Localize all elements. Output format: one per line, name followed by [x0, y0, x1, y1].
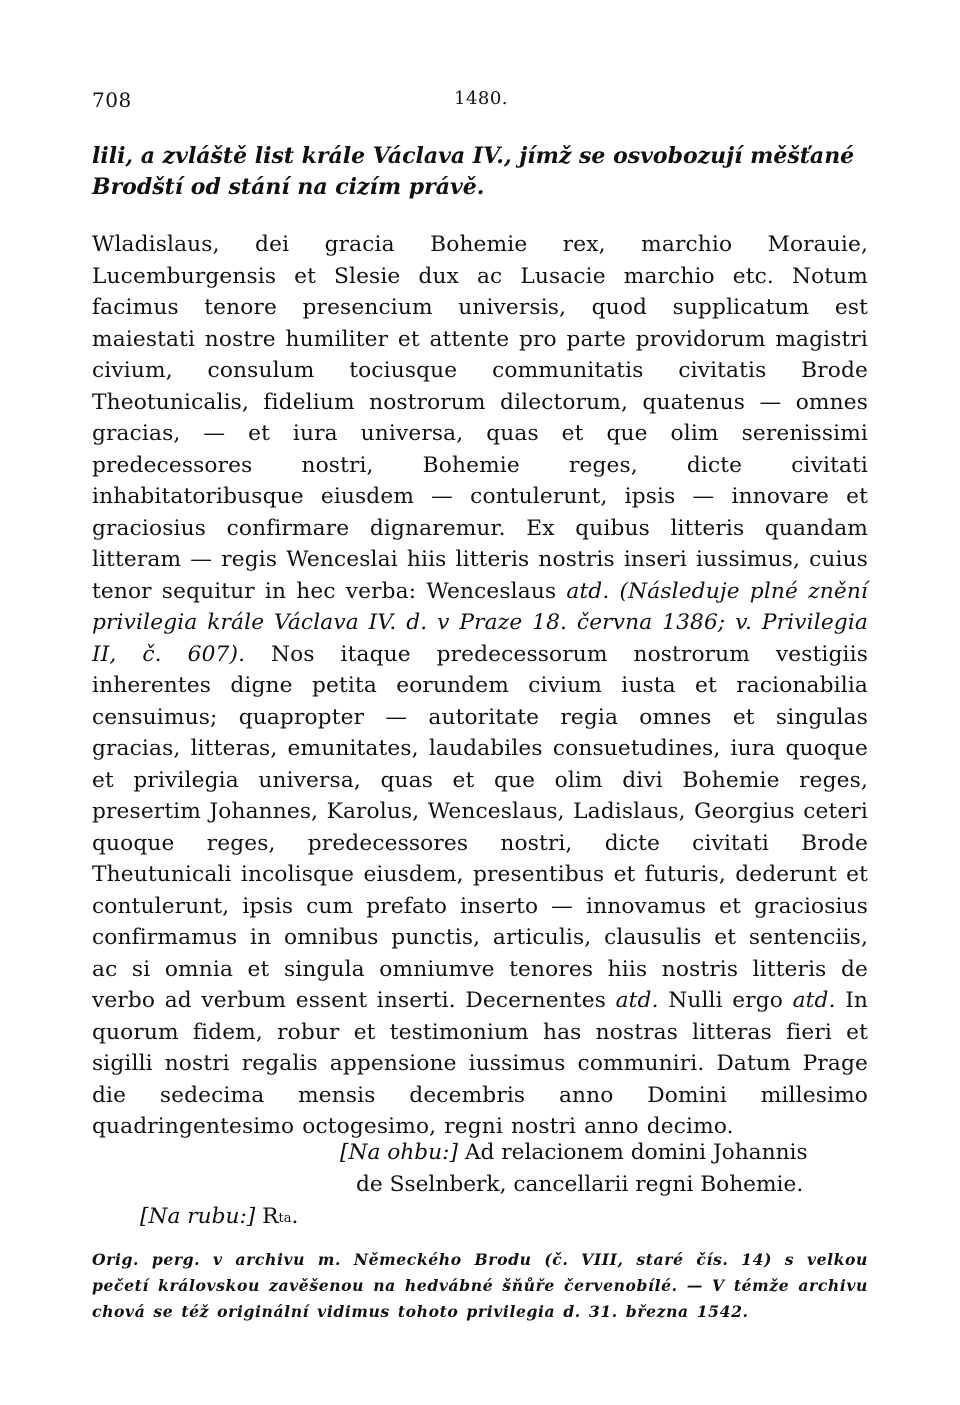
- chancery-note-tag: [Na ohbu:]: [340, 1140, 458, 1165]
- charter-text: [92, 229, 868, 1143]
- etc-abbreviation: atd.: [566, 578, 610, 604]
- page-number: 708: [92, 88, 132, 112]
- chancery-note: [340, 1137, 880, 1201]
- chancery-note-line: Ad relacionem domini Johannis: [464, 1140, 808, 1165]
- etc-abbreviation: atd.: [792, 988, 836, 1013]
- registry-note-tag: [Na rubu:]: [140, 1204, 256, 1229]
- charter-text-part: In quorum fidem, robur et testimonium has nostras litteras fieri et sigilli nostri regalis appensione iussimus communiri. Datum Prage die sedecima mensis decembris anno Domini millesimo quadringentesimo octogesimo, regni nostri anno decimo.: [92, 988, 869, 1139]
- page-header: [92, 88, 872, 118]
- document-heading: [92, 141, 872, 203]
- source-footnote: Orig. perg. v archivu m. Německého Brodu (č. VIII, staré čís. 14) s velkou pečetí královskou zavěšenou na hedvábné šňůře červenobílé. — V témže archivu chová se též originální vidimus tohoto privilegia d. 31. března 1542.: [92, 1250, 868, 1321]
- charter-text-part: Nos itaque predecessorum nostrorum vestigiis inherentes digne petita eorundem civium iusta et racionabilia censuimus; quapropter — autoritate regia omnes et singulas gracias, litteras, emunitates, laudabiles consuetudines, iura quoque et privilegia universa, quas et que olim divi Bohemie reges, presertim Johannes, Karolus, Wenceslaus, Ladislaus, Georgius ceteri quoque reges, predecessores nostri, dicte civitati Brode Theutunicali incolisque eiusdem, presentibus et futuris, dederunt et contulerunt, ipsis cum prefato inserto — innovamus et graciosius confirmamus in omnibus punctis, articulis, clausulis et sentenciis, ac si omnia et singula omniumve tenores hiis nostris litteris de verbo ad verbum essent inserti. Decernentes: [92, 641, 869, 1013]
- heading-line: lili, a zvláště list krále Václava IV., jímž se osvobozují měšťané: [92, 143, 855, 169]
- registry-note: [140, 1201, 298, 1233]
- charter-text-part: Nulli ergo: [668, 988, 784, 1013]
- editorial-insert-note: (Následuje plné znění privilegia krále Václava IV. d. v Praze 18. června 1386; v. Privilegia II, č. 607).: [92, 578, 869, 667]
- registry-mark: R: [262, 1204, 279, 1229]
- registry-mark-period: .: [291, 1204, 299, 1229]
- etc-abbreviation: atd.: [615, 988, 659, 1013]
- chancery-note-line: de Sselnberk, cancellarii regni Bohemie.: [356, 1172, 804, 1197]
- registry-mark-superscript: ta: [278, 1211, 292, 1226]
- charter-text-part: Wladislaus, dei gracia Bohemie rex, marchio Morauie, Lucemburgensis et Slesie dux ac Lusacie marchio etc. Notum facimus tenore presencium universis, quod supplicatum est maiestati nostre humiliter et attente pro parte providorum magistri civium, consulum tociusque communitatis civitatis Brode Theotunicalis, fidelium nostrorum dilectorum, quatenus — omnes gracias, — et iura universa, quas et que olim serenissimi predecessores nostri, Bohemie reges, dicte civitati inhabitatoribusque eiusdem — contulerunt, ipsis — innovare et graciosius confirmare dignaremur. Ex quibus litteris quandam litteram — regis Wenceslai hiis litteris nostris inseri iussimus, cuius tenor sequitur in hec verba: Wenceslaus: [92, 232, 868, 604]
- running-head-year: 1480.: [454, 88, 509, 109]
- heading-line: Brodští od stání na cizím právě.: [92, 174, 485, 200]
